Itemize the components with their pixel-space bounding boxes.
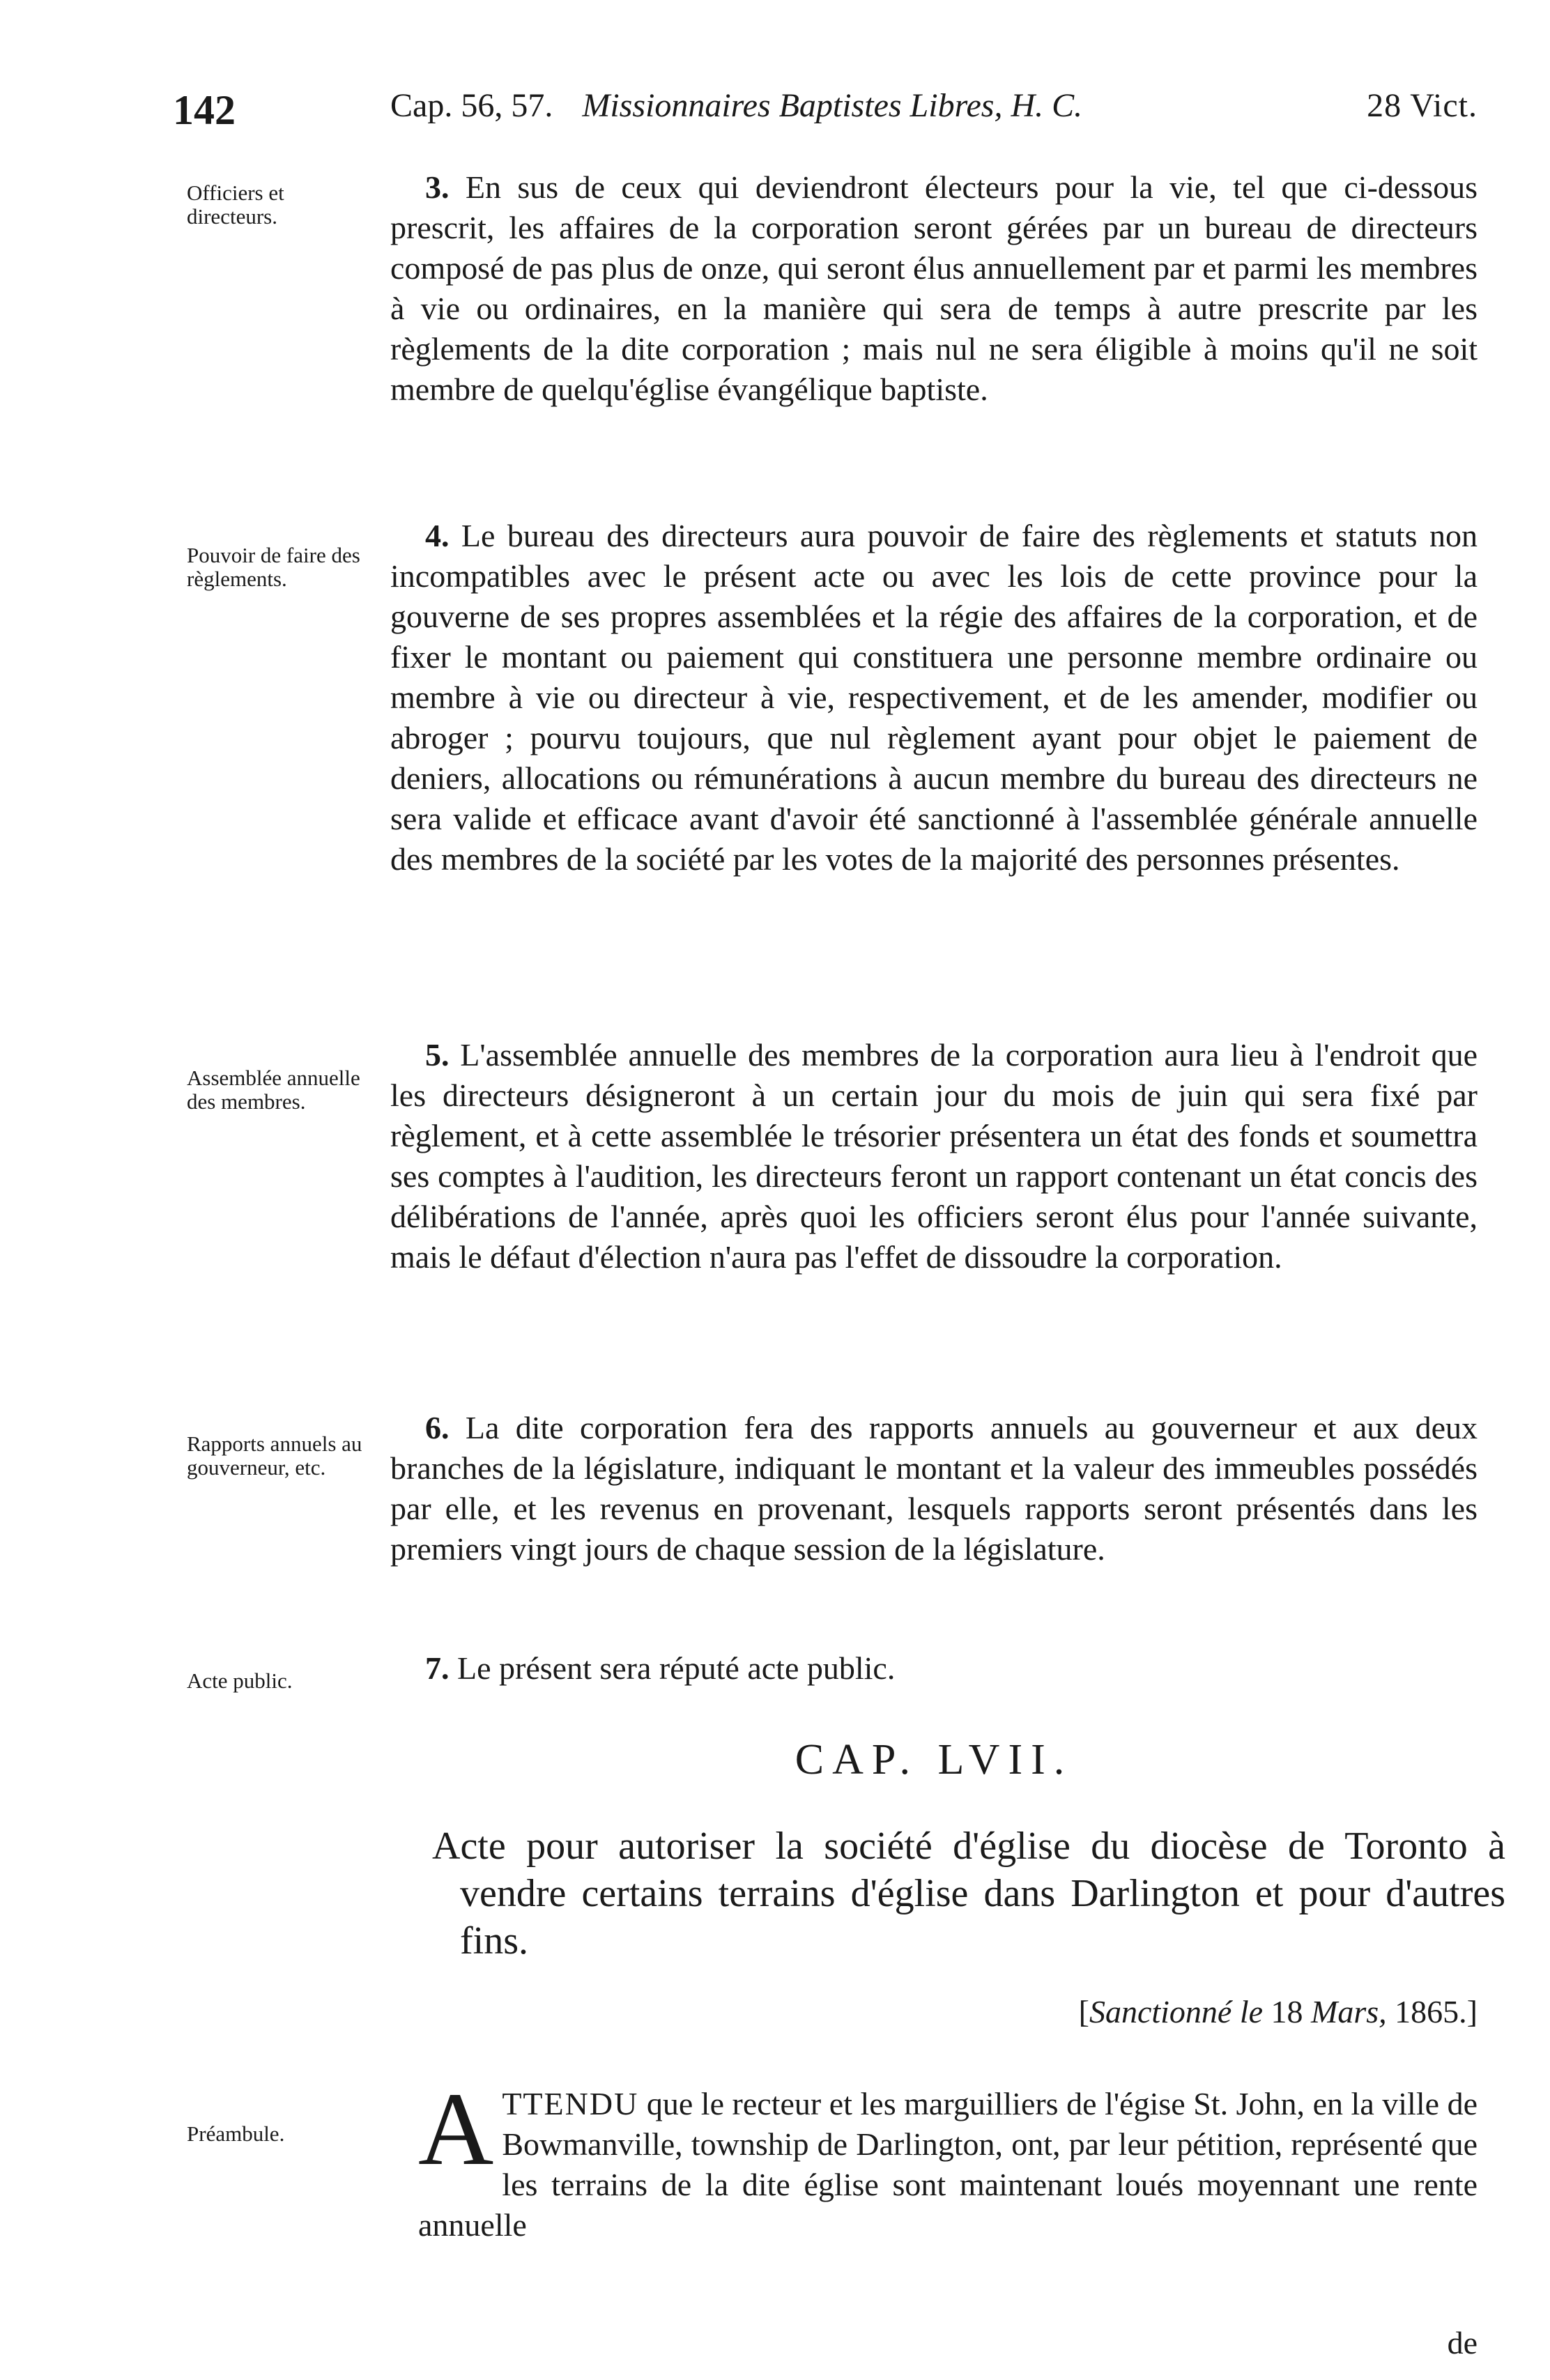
- preamble-lead: TTENDU: [502, 2086, 639, 2121]
- section-number: 5.: [425, 1037, 450, 1073]
- act-title: Acte pour autoriser la société d'église du diocèse de Toronto à vendre certains terrains d'église dans Darlington et pour d'autres fins.: [432, 1825, 1505, 1963]
- sanction-label: Sanctionné le: [1089, 1994, 1264, 2029]
- page-number: 142: [173, 87, 236, 133]
- sanction-month: Mars,: [1311, 1994, 1387, 2029]
- margin-note: Pouvoir de faire des règlements.: [187, 543, 360, 591]
- section-body: Le présent sera réputé acte public.: [457, 1650, 896, 1686]
- section-text: [390, 1408, 1478, 1569]
- section-text: [390, 1035, 1478, 1277]
- section-number: 7.: [425, 1650, 450, 1686]
- running-title: Missionnaires Baptistes Libres, H. C.: [582, 87, 1083, 124]
- margin-note: Acte public.: [187, 1668, 293, 1693]
- sanction-day: 18: [1271, 1994, 1303, 2029]
- chapter-reference: Cap. 56, 57.: [390, 87, 553, 124]
- section-text: [390, 1648, 1478, 1689]
- sanction-date: [1079, 1993, 1478, 2030]
- margin-note: Assemblée annuelle des membres.: [187, 1066, 360, 1114]
- section-body: Le bureau des directeurs aura pouvoir de faire des règlements et statuts non incompatibles avec le présent acte ou avec les lois de cette province pour la gouverne de ses propres assemblées et la régie des affaires de la corporation, et de fixer le montant ou paiement qui constituera une personne membre ordinaire ou membre à vie ou directeur à vie, respectivement, et de les amender, modifier ou abroger ; pourvu toujours, que nul règlement ayant pour objet le paiement de deniers, allocations ou rémunérations à aucun membre du bureau des directeurs ne sera valide et efficace avant d'avoir été sanctionné à l'assemblée générale annuelle des membres de la société par les votes de la majorité des personnes présentes.: [390, 518, 1478, 877]
- section-text: [390, 167, 1478, 410]
- margin-note: Officiers et directeurs.: [187, 181, 284, 229]
- section-body: La dite corporation fera des rapports annuels au gouverneur et aux deux branches de la législature, indiquant le montant et la valeur des immeubles possédés par elle, et les revenus en provenant, lesquels rapports seront présentés dans les premiers vingt jours de chaque session de la législature.: [390, 1410, 1478, 1567]
- section-number: 6.: [425, 1410, 450, 1445]
- section-number: 3.: [425, 169, 450, 205]
- running-header: [390, 89, 1478, 123]
- sanction-year: 1865.]: [1395, 1994, 1478, 2029]
- margin-note-preamble: Préambule.: [187, 2121, 285, 2146]
- sanction-bracket: [: [1078, 1994, 1089, 2029]
- preamble-body: que le recteur et les marguilliers de l'égise St. John, en la ville de Bowmanville, township de Darlington, ont, par leur pétition, représenté que les terrains de la dite église sont maintenant loués moyennant une rente annuelle: [418, 2086, 1478, 2243]
- chapter-heading: CAP. LVII.: [795, 1736, 1073, 1783]
- drop-cap: A: [418, 2071, 494, 2187]
- section-body: L'assemblée annuelle des membres de la corporation aura lieu à l'endroit que les directeurs désigneront à un certain jour du mois de juin qui sera fixé par règlement, et à cette assemblée le trésorier présentera un état des fonds et soumettra ses comptes à l'audition, les directeurs feront un rapport contenant un état concis des délibérations de l'année, après quoi les officiers seront élus pour l'année suivante, mais le défaut d'élection n'aura pas l'effet de dissoudre la corporation.: [390, 1037, 1478, 1275]
- preamble-text: [418, 2071, 1478, 2245]
- regnal-year: 28 Vict.: [1367, 87, 1478, 124]
- section-body: En sus de ceux qui deviendront électeurs pour la vie, tel que ci-dessous prescrit, les affaires de la corporation seront gérées par un bureau de directeurs composé de pas plus de onze, qui seront élus annuellement par et parmi les membres à vie ou ordinaires, en la manière qui sera de temps à autre prescrite par les règlements de la dite corporation ; mais nul ne sera éligible à moins qu'il ne soit membre de quelqu'église évangélique baptiste.: [390, 169, 1478, 407]
- catchword: de: [1447, 2325, 1478, 2360]
- section-number: 4.: [425, 518, 450, 553]
- margin-note: Rapports annuels au gouverneur, etc.: [187, 1431, 362, 1480]
- section-text: [390, 516, 1478, 880]
